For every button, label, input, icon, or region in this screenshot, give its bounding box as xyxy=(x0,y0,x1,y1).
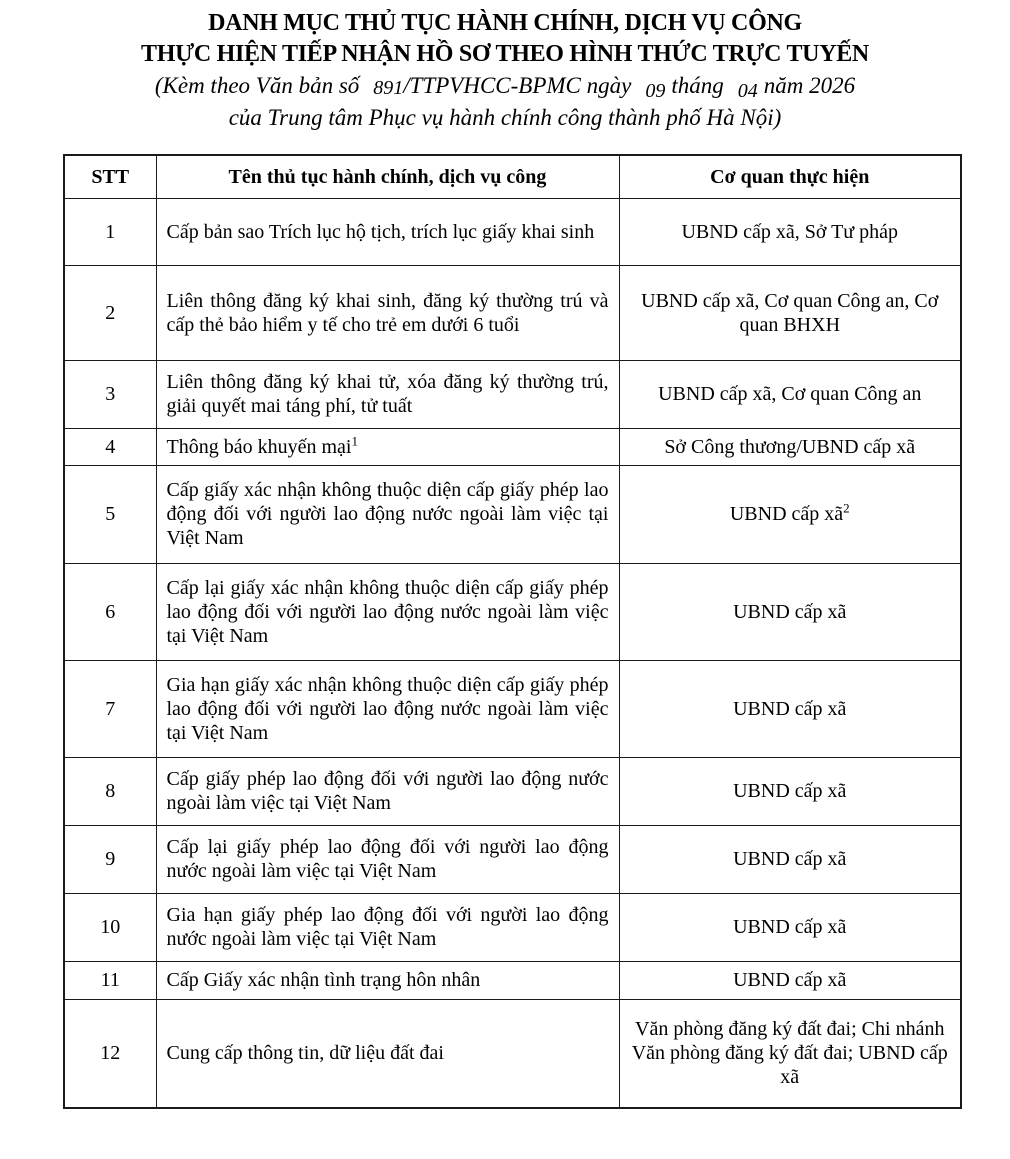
row-number-cell: 6 xyxy=(64,563,156,660)
agency-cell: Sở Công thương/UBND cấp xã xyxy=(619,428,961,465)
agency-cell: UBND cấp xã xyxy=(619,660,961,757)
row-number-cell: 7 xyxy=(64,660,156,757)
table-row xyxy=(64,660,961,757)
table-row xyxy=(64,428,961,465)
table-row xyxy=(64,265,961,360)
agency-cell: UBND cấp xã xyxy=(619,563,961,660)
table-row xyxy=(64,465,961,563)
row-number-cell: 8 xyxy=(64,757,156,825)
document-number: 891 xyxy=(373,77,404,99)
subtitle-part2: /TTPVHCC-BPMC ngày xyxy=(403,73,632,98)
procedure-name-cell: Cấp bản sao Trích lục hộ tịch, trích lục giấy khai sinh xyxy=(156,198,619,265)
row-number-cell: 9 xyxy=(64,825,156,893)
agency-cell: UBND cấp xã, Cơ quan Công an, Cơ quan BHXH xyxy=(619,265,961,360)
procedure-name-cell: Cấp lại giấy phép lao động đối với người lao động nước ngoài làm việc tại Việt Nam xyxy=(156,825,619,893)
agency-cell: UBND cấp xã xyxy=(619,825,961,893)
row-number-cell: 10 xyxy=(64,893,156,961)
table-row xyxy=(64,999,961,1108)
row-number-cell: 1 xyxy=(64,198,156,265)
procedure-name-cell: Liên thông đăng ký khai tử, xóa đăng ký thường trú, giải quyết mai táng phí, tử tuất xyxy=(156,360,619,428)
document-month: 04 xyxy=(737,80,758,102)
header-procedure-name: Tên thủ tục hành chính, dịch vụ công xyxy=(156,155,619,198)
procedure-name-cell: Cấp Giấy xác nhận tình trạng hôn nhân xyxy=(156,961,619,999)
agency-cell: UBND cấp xã xyxy=(619,757,961,825)
procedure-name-cell: Thông báo khuyến mại$^1$ xyxy=(156,428,619,465)
agency-cell: UBND cấp xã, Sở Tư pháp xyxy=(619,198,961,265)
procedures-table xyxy=(63,154,962,1109)
table-body xyxy=(64,198,961,1108)
procedure-name-cell: Gia hạn giấy xác nhận không thuộc diện cấp giấy phép lao động đối với người lao động nước ngoài làm việc tại Việt Nam xyxy=(156,660,619,757)
agency-cell: UBND cấp xã, Cơ quan Công an xyxy=(619,360,961,428)
header-agency: Cơ quan thực hiện xyxy=(619,155,961,198)
document-title-line2: THỰC HIỆN TIẾP NHẬN HỒ SƠ THEO HÌNH THỨC TRỰC TUYẾN xyxy=(141,41,869,67)
table-row xyxy=(64,893,961,961)
agency-cell: Văn phòng đăng ký đất đai; Chi nhánh Văn phòng đăng ký đất đai; UBND cấp xã xyxy=(619,999,961,1108)
document-title-line1: DANH MỤC THỦ TỤC HÀNH CHÍNH, DỊCH VỤ CÔNG xyxy=(208,10,802,36)
row-number-cell: 11 xyxy=(64,961,156,999)
procedure-name-cell: Cấp giấy phép lao động đối với người lao động nước ngoài làm việc tại Việt Nam xyxy=(156,757,619,825)
row-number-cell: 12 xyxy=(64,999,156,1108)
footnote-marker: 1 xyxy=(351,432,358,448)
subtitle-part1: (Kèm theo Văn bản số xyxy=(154,73,360,98)
header-stt: STT xyxy=(64,155,156,198)
table-row xyxy=(64,757,961,825)
table-row xyxy=(64,825,961,893)
document-header xyxy=(0,8,1010,132)
row-number-cell: 5 xyxy=(64,465,156,563)
table-header-row xyxy=(64,155,961,198)
table-row xyxy=(64,198,961,265)
document-subtitle-line1 xyxy=(0,71,1010,102)
row-number-cell: 4 xyxy=(64,428,156,465)
procedure-name-cell: Cung cấp thông tin, dữ liệu đất đai xyxy=(156,999,619,1108)
table-row xyxy=(64,563,961,660)
document-subtitle-line2: của Trung tâm Phục vụ hành chính công thành phố Hà Nội) xyxy=(228,105,782,130)
procedure-name-cell: Gia hạn giấy phép lao động đối với người lao động nước ngoài làm việc tại Việt Nam xyxy=(156,893,619,961)
subtitle-part3: tháng xyxy=(671,73,724,98)
document-day: 09 xyxy=(645,80,666,102)
subtitle-part4: năm 2026 xyxy=(763,73,856,98)
row-number-cell: 2 xyxy=(64,265,156,360)
table-row xyxy=(64,961,961,999)
row-number-cell: 3 xyxy=(64,360,156,428)
agency-cell: UBND cấp $xã^2$ xyxy=(619,465,961,563)
procedure-name-cell: Cấp lại giấy xác nhận không thuộc diện cấp giấy phép lao động đối với người lao động nước ngoài làm việc tại Việt Nam xyxy=(156,563,619,660)
agency-cell: UBND cấp xã xyxy=(619,961,961,999)
footnote-marker: 2 xyxy=(843,500,850,516)
agency-cell: UBND cấp xã xyxy=(619,893,961,961)
table-row xyxy=(64,360,961,428)
procedure-name-cell: Liên thông đăng ký khai sinh, đăng ký thường trú và cấp thẻ bảo hiểm y tế cho trẻ em dưới 6 tuổi xyxy=(156,265,619,360)
procedure-name-cell: Cấp giấy xác nhận không thuộc diện cấp giấy phép lao động đối với người lao động nước ngoài làm việc tại Việt Nam xyxy=(156,465,619,563)
